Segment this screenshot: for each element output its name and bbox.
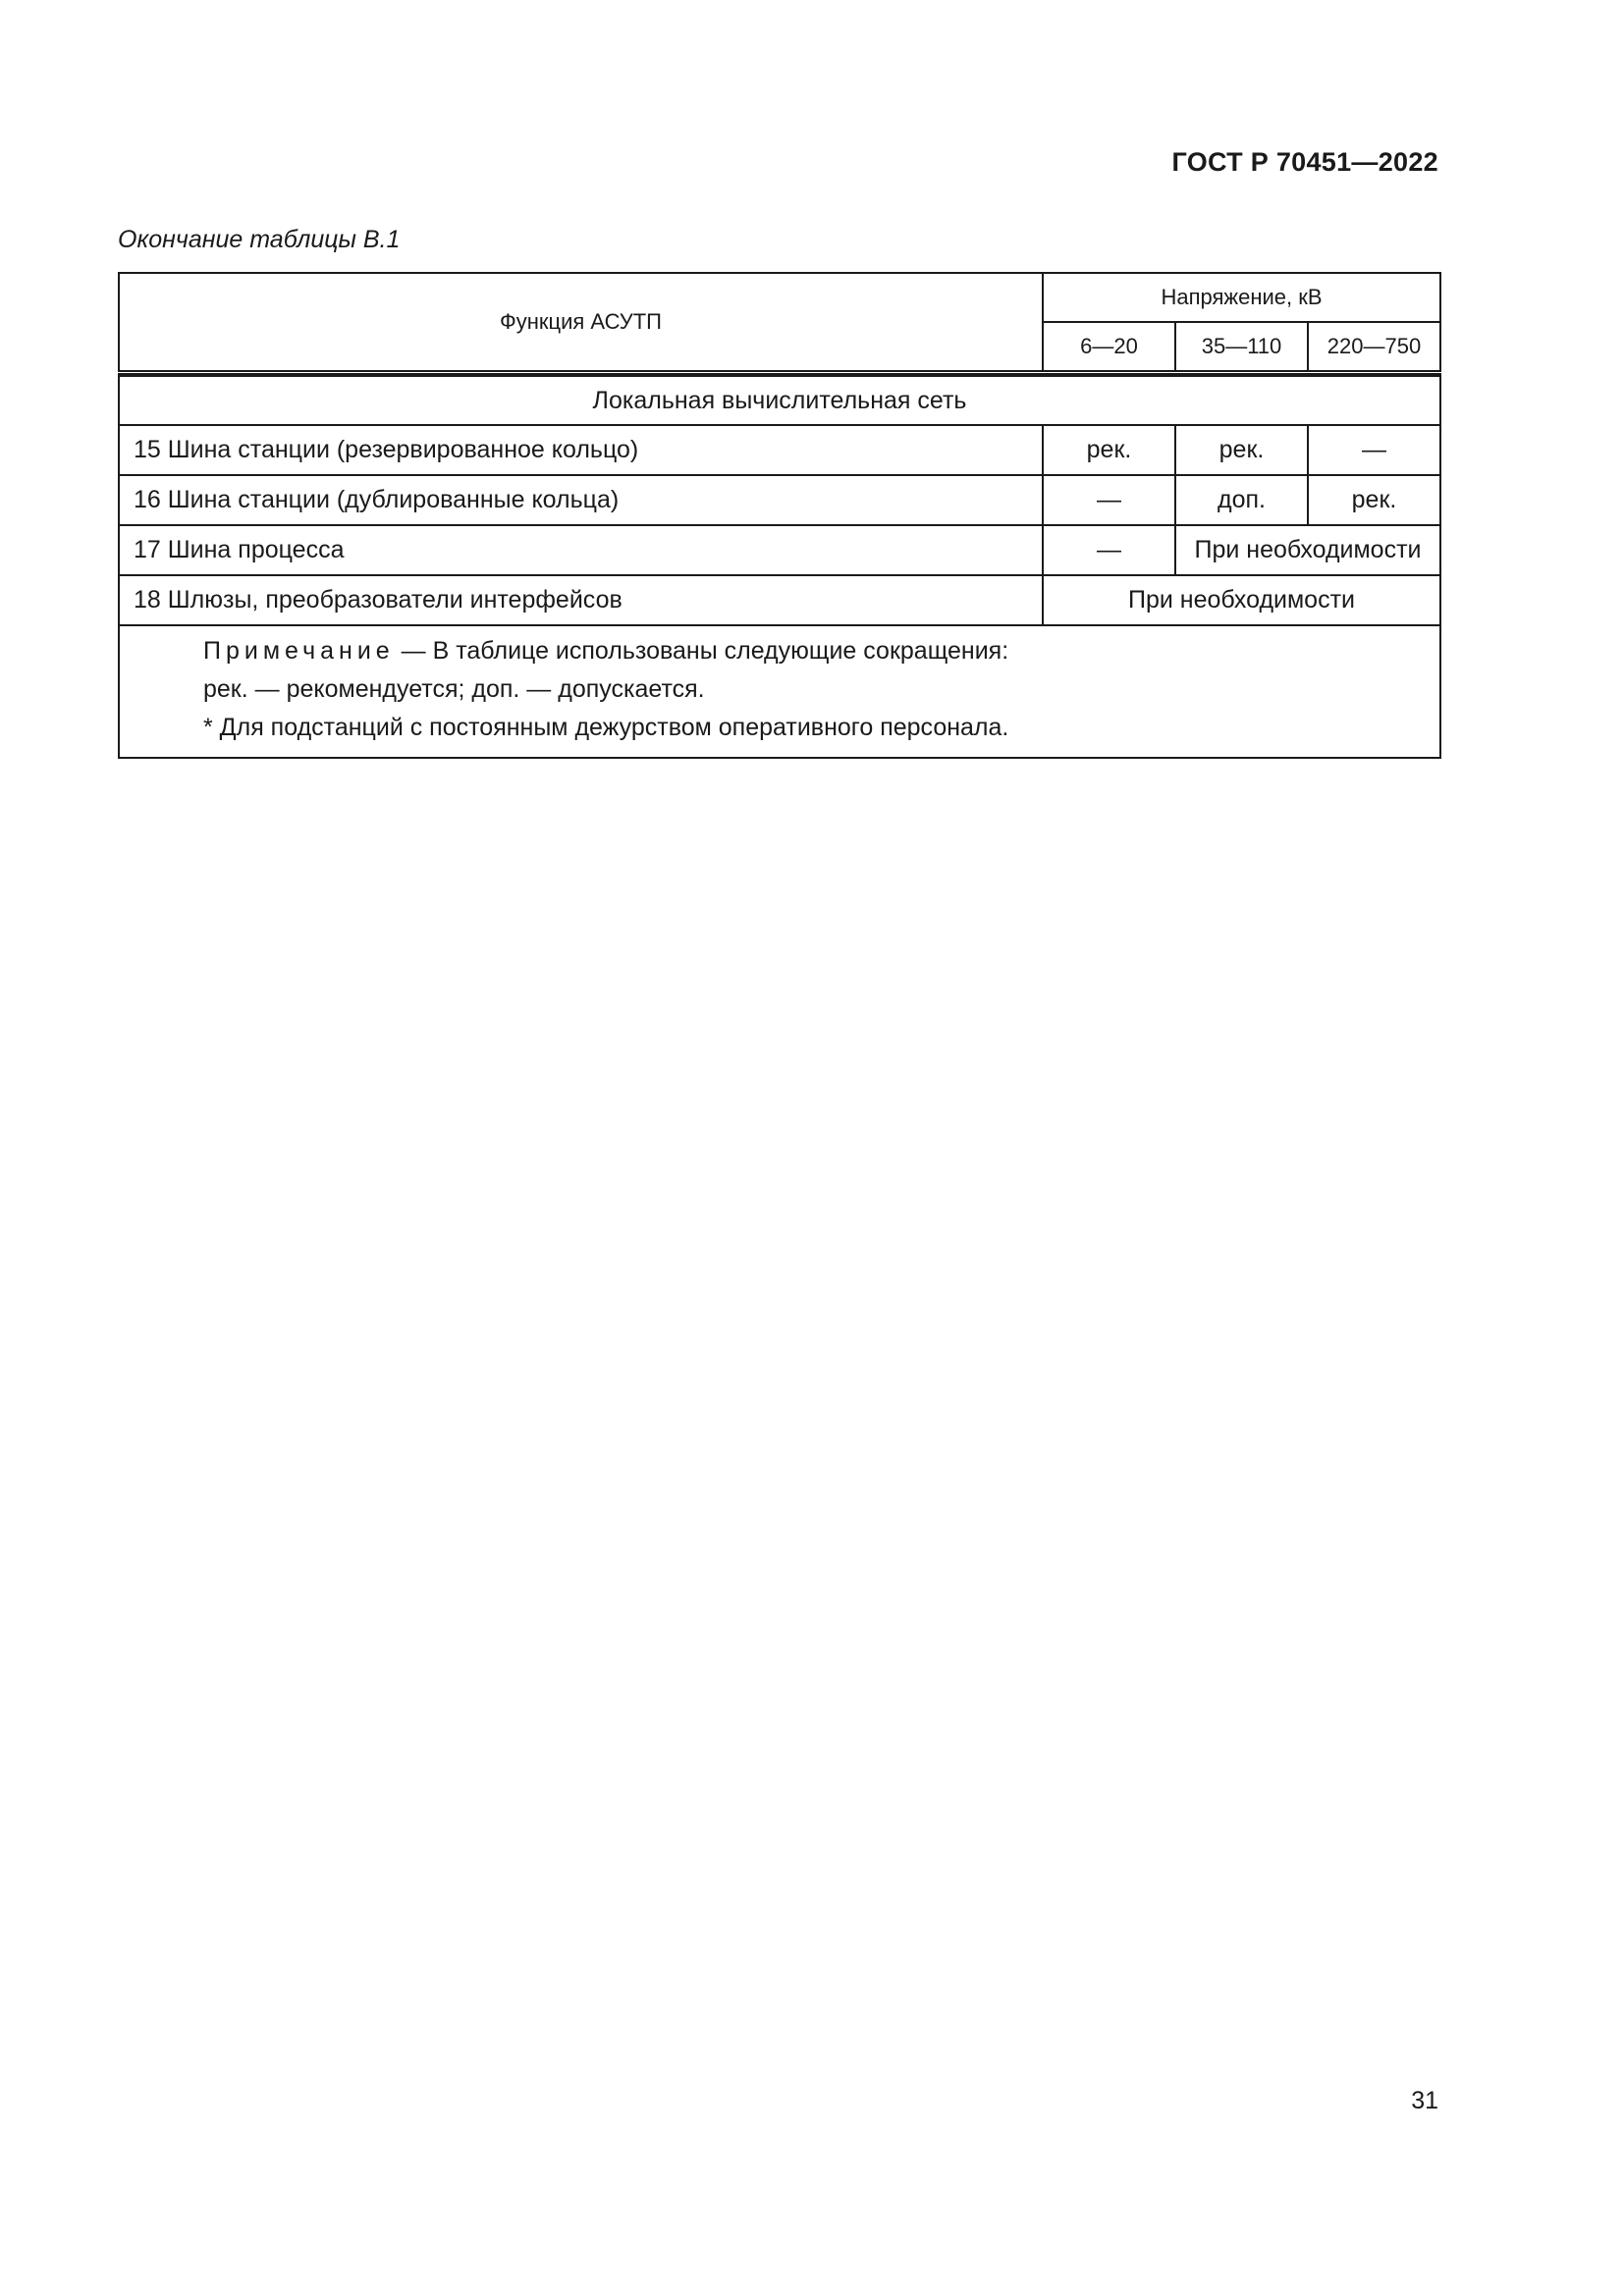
row-value: рек. xyxy=(1308,475,1440,525)
note-line-3: * Для подстанций с постоянным дежурством оперативного персонала. xyxy=(203,714,1009,741)
section-row xyxy=(119,376,1440,425)
row-value: рек. xyxy=(1043,425,1175,475)
note-line-2: рек. — рекомендуется; доп. — допускается. xyxy=(203,675,705,703)
table-row xyxy=(119,425,1440,475)
header-voltage-col-3: 220—750 xyxy=(1308,322,1440,373)
row-label: 18 Шлюзы, преобразователи интерфейсов xyxy=(119,575,1043,625)
section-title: Локальная вычислительная сеть xyxy=(119,376,1440,425)
table-caption: Окончание таблицы В.1 xyxy=(118,226,401,253)
row-label: 15 Шина станции (резервированное кольцо) xyxy=(119,425,1043,475)
table-row xyxy=(119,575,1440,625)
header-function: Функция АСУТП xyxy=(119,273,1043,373)
table-row xyxy=(119,475,1440,525)
note-row xyxy=(119,625,1440,758)
page-number: 31 xyxy=(1411,2087,1438,2114)
row-label: 17 Шина процесса xyxy=(119,525,1043,575)
table-row xyxy=(119,525,1440,575)
row-value-merged: При необходимости xyxy=(1043,575,1440,625)
row-value: рек. xyxy=(1175,425,1308,475)
header-voltage: Напряжение, кВ xyxy=(1043,273,1440,322)
note-text: — В таблице использованы следующие сокращения: xyxy=(394,637,1009,665)
note-prefix: Примечание xyxy=(203,637,395,665)
table-header-row xyxy=(119,273,1440,322)
row-value: — xyxy=(1043,525,1175,575)
row-label: 16 Шина станции (дублированные кольца) xyxy=(119,475,1043,525)
note-line-1 xyxy=(203,632,1439,670)
document-id: ГОСТ Р 70451—2022 xyxy=(1171,147,1438,177)
row-value: — xyxy=(1043,475,1175,525)
row-value-merged: При необходимости xyxy=(1175,525,1440,575)
row-value: — xyxy=(1308,425,1440,475)
table-note xyxy=(119,625,1440,758)
header-voltage-col-2: 35—110 xyxy=(1175,322,1308,373)
row-value: доп. xyxy=(1175,475,1308,525)
header-voltage-col-1: 6—20 xyxy=(1043,322,1175,373)
requirements-table xyxy=(118,272,1441,759)
